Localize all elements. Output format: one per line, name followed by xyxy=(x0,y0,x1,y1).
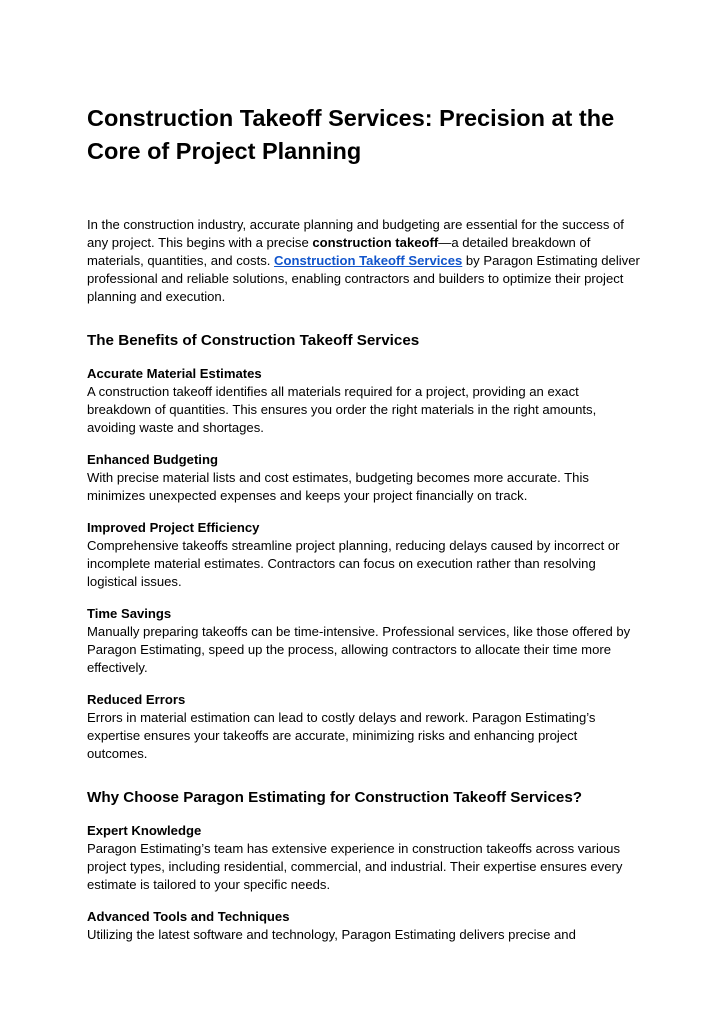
construction-takeoff-services-link[interactable]: Construction Takeoff Services xyxy=(274,253,463,268)
intro-text-1: In the construction industry, accurate planning and budgeting are essential for the success of any project. This begins with a precise xyxy=(87,217,624,250)
benefit-text: Comprehensive takeoffs streamline project planning, reducing delays caused by incorrect or incomplete material estimates. Contractors can focus on execution rather than resolving logistical issues. xyxy=(87,538,620,589)
why-text: Utilizing the latest software and technology, Paragon Estimating delivers precise and xyxy=(87,927,576,942)
why-choose-heading: Why Choose Paragon Estimating for Construction Takeoff Services? xyxy=(87,789,583,806)
benefits-heading: The Benefits of Construction Takeoff Services xyxy=(87,332,420,349)
why-item-advanced-tools xyxy=(87,908,640,944)
why-title: Expert Knowledge xyxy=(87,823,202,838)
benefit-text: A construction takeoff identifies all materials required for a project, providing an exact breakdown of quantities. This ensures you order the right materials in the right amounts, avoiding waste and shortages. xyxy=(87,384,597,435)
benefit-item-reduced-errors xyxy=(87,691,640,763)
benefit-title: Time Savings xyxy=(87,606,172,621)
benefit-title: Reduced Errors xyxy=(87,692,186,707)
why-text: Paragon Estimating’s team has extensive experience in construction takeoffs across various project types, including residential, commercial, and industrial. Their expertise ensures every estimate is tailored to your specific needs. xyxy=(87,841,623,892)
why-item-expert-knowledge xyxy=(87,822,640,894)
benefit-text: Manually preparing takeoffs can be time-intensive. Professional services, like those offered by Paragon Estimating, speed up the process, allowing contractors to allocate their time more effectively. xyxy=(87,624,631,675)
benefit-text: With precise material lists and cost estimates, budgeting becomes more accurate. This minimizes unexpected expenses and keeps your project financially on track. xyxy=(87,470,589,503)
intro-text-2: —a detailed breakdown of materials, quantities, and costs. xyxy=(87,235,591,268)
benefit-title: Improved Project Efficiency xyxy=(87,520,260,535)
benefit-item-accurate-material-estimates xyxy=(87,365,640,437)
benefit-item-enhanced-budgeting xyxy=(87,451,640,505)
benefit-item-time-savings xyxy=(87,605,640,677)
intro-text-3: by Paragon Estimating deliver professional and reliable solutions, enabling contractors and builders to optimize their project planning and execution. xyxy=(87,253,640,304)
benefit-text: Errors in material estimation can lead to costly delays and rework. Paragon Estimating’s expertise ensures your takeoffs are accurate, minimizing risks and enhancing project outcomes. xyxy=(87,710,596,761)
benefit-title: Accurate Material Estimates xyxy=(87,366,262,381)
intro-paragraph xyxy=(87,216,640,306)
intro-bold-term: construction takeoff xyxy=(312,235,439,250)
why-title: Advanced Tools and Techniques xyxy=(87,909,290,924)
benefit-title: Enhanced Budgeting xyxy=(87,452,218,467)
document-title: Construction Takeoff Services: Precision at the Core of Project Planning xyxy=(87,105,615,164)
benefit-item-improved-project-efficiency xyxy=(87,519,640,591)
